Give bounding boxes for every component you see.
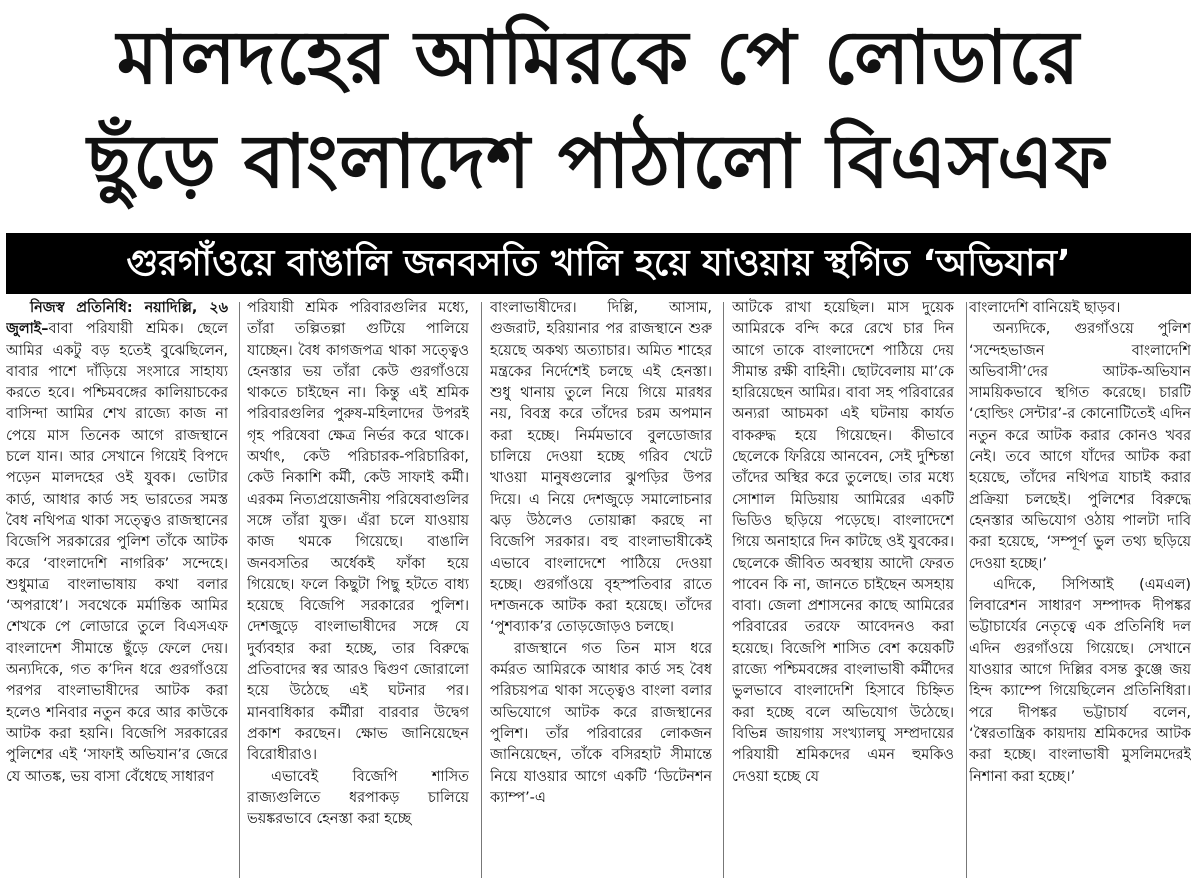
article-paragraph: পরিযায়ী শ্রমিক পরিবারগুলির মধ্যে, তাঁরা তল্পিতল্পা গুটিয়ে পালিয়ে যাচ্ছেন। বৈধ কাগজপত্র থাকা সত্ত্বেও হেনস্তার ভয় তাঁরা কেউ গুরগাঁওয়ে থাকতে চাইছেন না। কিন্তু এই শ্রমিক পরিবারগুলির পুরুষ-মহিলাদের উপরই গৃহ পরিষেবা ক্ষেত্র নির্ভর করে থাকে। অর্থাৎ, কেউ পরিচারক-পরিচারিকা, কেউ নিকাশি কর্মী, কেউ সাফাই কর্মী। এরকম নিত্যপ্রয়োজনীয় পরিষেবাগুলির সঙ্গে তাঁরা যুক্ত। এঁরা চলে যাওয়ায় কাজ থমকে গিয়েছে। বাঙালি জনবসতির অর্ধেকই ফাঁকা হয়ে গিয়েছে। ফলে কিছুটা পিছু হটতে বাধ্য হয়েছে বিজেপি সরকারের পুলিশ। দেশজুড়ে বাংলাভাষীদের সঙ্গে যে দুর্ব্যবহার করা হচ্ছে, তার বিরুদ্ধে প্রতিবাদের স্বর আরও দ্বিগুণ জোরালো হয়ে উঠেছে এই ঘটনার পর। মানবাধিকার কর্মীরা বারবার উদ্বেগ প্রকাশ করছেন। ক্ষোভ জানিয়েছেন বিরোধীরাও। <box>247 300 469 764</box>
article-column-4 <box>732 298 954 882</box>
article-paragraph: নিজস্ব প্রতিনিধি: নয়াদিল্লি, ২৬ জুলাই–বাবা পরিযায়ী শ্রমিক। ছেলে আমির একটু বড় হতেই বুঝেছিলেন, বাবার পাশে দাঁড়িয়ে সংসারে সাহায্য করতে হবে। পশ্চিমবঙ্গের কালিয়াচকের বাসিন্দা আমির শেখ রাজ্যে কাজ না পেয়ে মাস তিনেক আগে রাজস্থানে চলে যান। আর সেখানে গিয়েই বিপদে পড়েন মালদহের ওই যুবক। ভোটার কার্ড, আধার কার্ড সহ ভারতের সমস্ত বৈধ নথিপত্র থাকা সত্ত্বেও রাজস্থানের বিজেপি সরকারের পুলিশ তাঁকে আটক করে ‘বাংলাদেশি নাগরিক’ সন্দেহে। শুধুমাত্র বাংলাভাষায় কথা বলার ‘অপরাধে’। সবথেকে মর্মান্তিক আমির শেখকে পে লোডারে তুলে বিএসএফ বাংলাদেশ সীমান্তে ছুঁড়ে ফেলে দেয়। অন্যদিকে, গত ক’দিন ধরে গুরগাঁওয়ে পরপর বাংলাভাষীদের আটক করা হলেও শনিবার নতুন করে আর কাউকে আটক করা হয়নি। বিজেপি সরকারের পুলিশের এই ‘সাফাই অভিযান’র জেরে যে আতঙ্ক, ভয় বাসা বেঁধেছে সাধারণ <box>6 300 228 785</box>
column-divider <box>239 302 240 878</box>
article-column-3 <box>490 298 712 882</box>
article-paragraph: বাংলাদেশি বানিয়েই ছাড়ব। <box>969 300 1121 316</box>
article-paragraph: বাংলাভাষীদের। দিল্লি, আসাম, গুজরাট, হরিয়ানার পর রাজস্থানে শুরু হয়েছে অকথ্য অত্যাচার। অমিত শাহের মন্ত্রকের নির্দেশেই চলছে এই হেনস্তা। শুধু থানায় তুলে নিয়ে গিয়ে মারধর নয়, বিবস্ত্র করে তাঁদের চরম অপমান করা হচ্ছে। নির্মমভাবে বুলডোজার চালিয়ে দেওয়া হচ্ছে গরিব খেটে খাওয়া মানুষগুলোর ঝুপড়ির উপর দিয়ে। এ নিয়ে দেশজুড়ে সমালোচনার ঝড় উঠলেও তোয়াক্কা করছে না বিজেপি সরকার। বহু বাংলাভাষীকেই এভাবে বাংলাদেশে পাঠিয়ে দেওয়া হচ্ছে। গুরগাঁওয়ে বৃহস্পতিবার রাতে দশজনকে আটক করা হয়েছে। তাঁদের ‘পুশব্যাক’র তোড়জোড়ও চলছে। <box>490 300 712 636</box>
article-column-5 <box>969 298 1191 882</box>
column-divider <box>966 302 967 878</box>
dateline: নিজস্ব প্রতিনিধি: নয়াদিল্লি, ২৬ জুলাই– <box>6 300 228 338</box>
article-column-1 <box>6 298 228 882</box>
headline-line-1: মালদহের আমিরকে পে লোডারে <box>116 15 1081 101</box>
subheadline: গুরগাঁওয়ে বাঙালি জনবসতি খালি হয়ে যাওয়ায় স্থগিত ‘অভিযান’ <box>126 243 1071 284</box>
headline-line-2: ছুঁড়ে বাংলাদেশ পাঠালো বিএসএফ <box>87 119 1110 205</box>
article-paragraph: এভাবেই বিজেপি শাসিত রাজ্যগুলিতে ধরপাকড় চালিয়ে ভয়ঙ্করভাবে হেনস্তা করা হচ্ছে <box>247 768 469 828</box>
column-divider <box>723 302 724 878</box>
subheadline-band <box>6 233 1191 294</box>
article-body <box>6 298 1191 882</box>
article-paragraph: আটকে রাখা হয়েছিল। মাস দুয়েক আমিরকে বন্দি করে রেখে চার দিন আগে তাকে বাংলাদেশে পাঠিয়ে দেয় সীমান্ত রক্ষী বাহিনী। ছোটবেলায় মা’কে হারিয়েছেন আমির। বাবা সহ পরিবারের অন্যরা আচমকা এই ঘটনায় কার্যত বাকরুদ্ধ হয়ে গিয়েছেন। কীভাবে ছেলেকে ফিরিয়ে আনবেন, সেই দুশ্চিন্তা তাঁদের অস্থির করে তুলেছে। তার মধ্যে সোশাল মিডিয়ায় আমিরের একটি ভিডিও ছড়িয়ে পড়েছে। বাংলাদেশে গিয়ে অনাহারে দিন কাটছে ওই যুবকের। ছেলেকে জীবিত অবস্থায় আদৌ ফেরত পাবেন কি না, জানতে চাইছেন অসহায় বাবা। জেলা প্রশাসনের কাছে আমিরের পরিবারের তরফে আবেদনও করা হয়েছে। বিজেপি শাসিত বেশ কয়েকটি রাজ্যে পশ্চিমবঙ্গের বাংলাভাষী কর্মীদের ভুলভাবে বাংলাদেশি হিসাবে চিহ্নিত করা হচ্ছে বলে অভিযোগ উঠেছে। বিভিন্ন জায়গায় সংখ্যালঘু সম্প্রদায়ের পরিযায়ী শ্রমিকদের এমন হুমকিও দেওয়া হচ্ছে যে <box>732 300 954 785</box>
article-column-2 <box>247 298 469 882</box>
article-paragraph: রাজস্থানে গত তিন মাস ধরে কর্মরত আমিরকে আধার কার্ড সহ বৈধ পরিচয়পত্র থাকা সত্ত্বেও বাংলা বলার অভিযোগে আটক করে রাজস্থানের পুলিশ। তাঁর পরিবারের লোকজন জানিয়েছেন, তাঁকে বসিরহাট সীমান্তে নিয়ে যাওয়ার আগে একটি ‘ডিটেনশন ক্যাম্প’-এ <box>490 640 712 806</box>
article-paragraph: অন্যদিকে, গুরগাঁওয়ে পুলিশ ‘সন্দেহভাজন বাংলাদেশি অভিবাসী’দের আটক-অভিযান সাময়িকভাবে স্থগিত করেছে। চারটি ‘হোল্ডিং সেন্টার’-র কোনোটিতেই এদিন নতুন করে আটক করার কোনও খবর নেই। তবে আগে যাঁদের আটক করা হয়েছে, তাঁদের নথিপত্র যাচাই করার প্রক্রিয়া চলছেই। পুলিশের বিরুদ্ধে হেনস্তার অভিযোগ ওঠায় পালটা দাবি করা হয়েছে, ‘সম্পূর্ণ ভুল তথ্য ছড়িয়ে দেওয়া হচ্ছে।’ <box>969 321 1191 572</box>
headline <box>0 6 1197 214</box>
column-divider <box>481 302 482 878</box>
article-paragraph: এদিকে, সিপিআই (এমএল) লিবারেশন সাধারণ সম্পাদক দীপঙ্কর ভট্টাচার্যের নেতৃত্বে এক প্রতিনিধি দল এদিন গুরগাঁওয়ে গিয়েছে। সেখানে যাওয়ার আগে দিল্লির বসন্ত কুঞ্জে জয় হিন্দ ক্যাম্পে গিয়েছিলেন প্রতিনিধিরা। পরে দীপঙ্কর ভট্টাচার্য বলেন, ‘স্বৈরতান্ত্রিক কায়দায় শ্রমিকদের আটক করা হচ্ছে। বাংলাভাষী মুসলিমদেরই নিশানা করা হচ্ছে।’ <box>969 576 1191 785</box>
